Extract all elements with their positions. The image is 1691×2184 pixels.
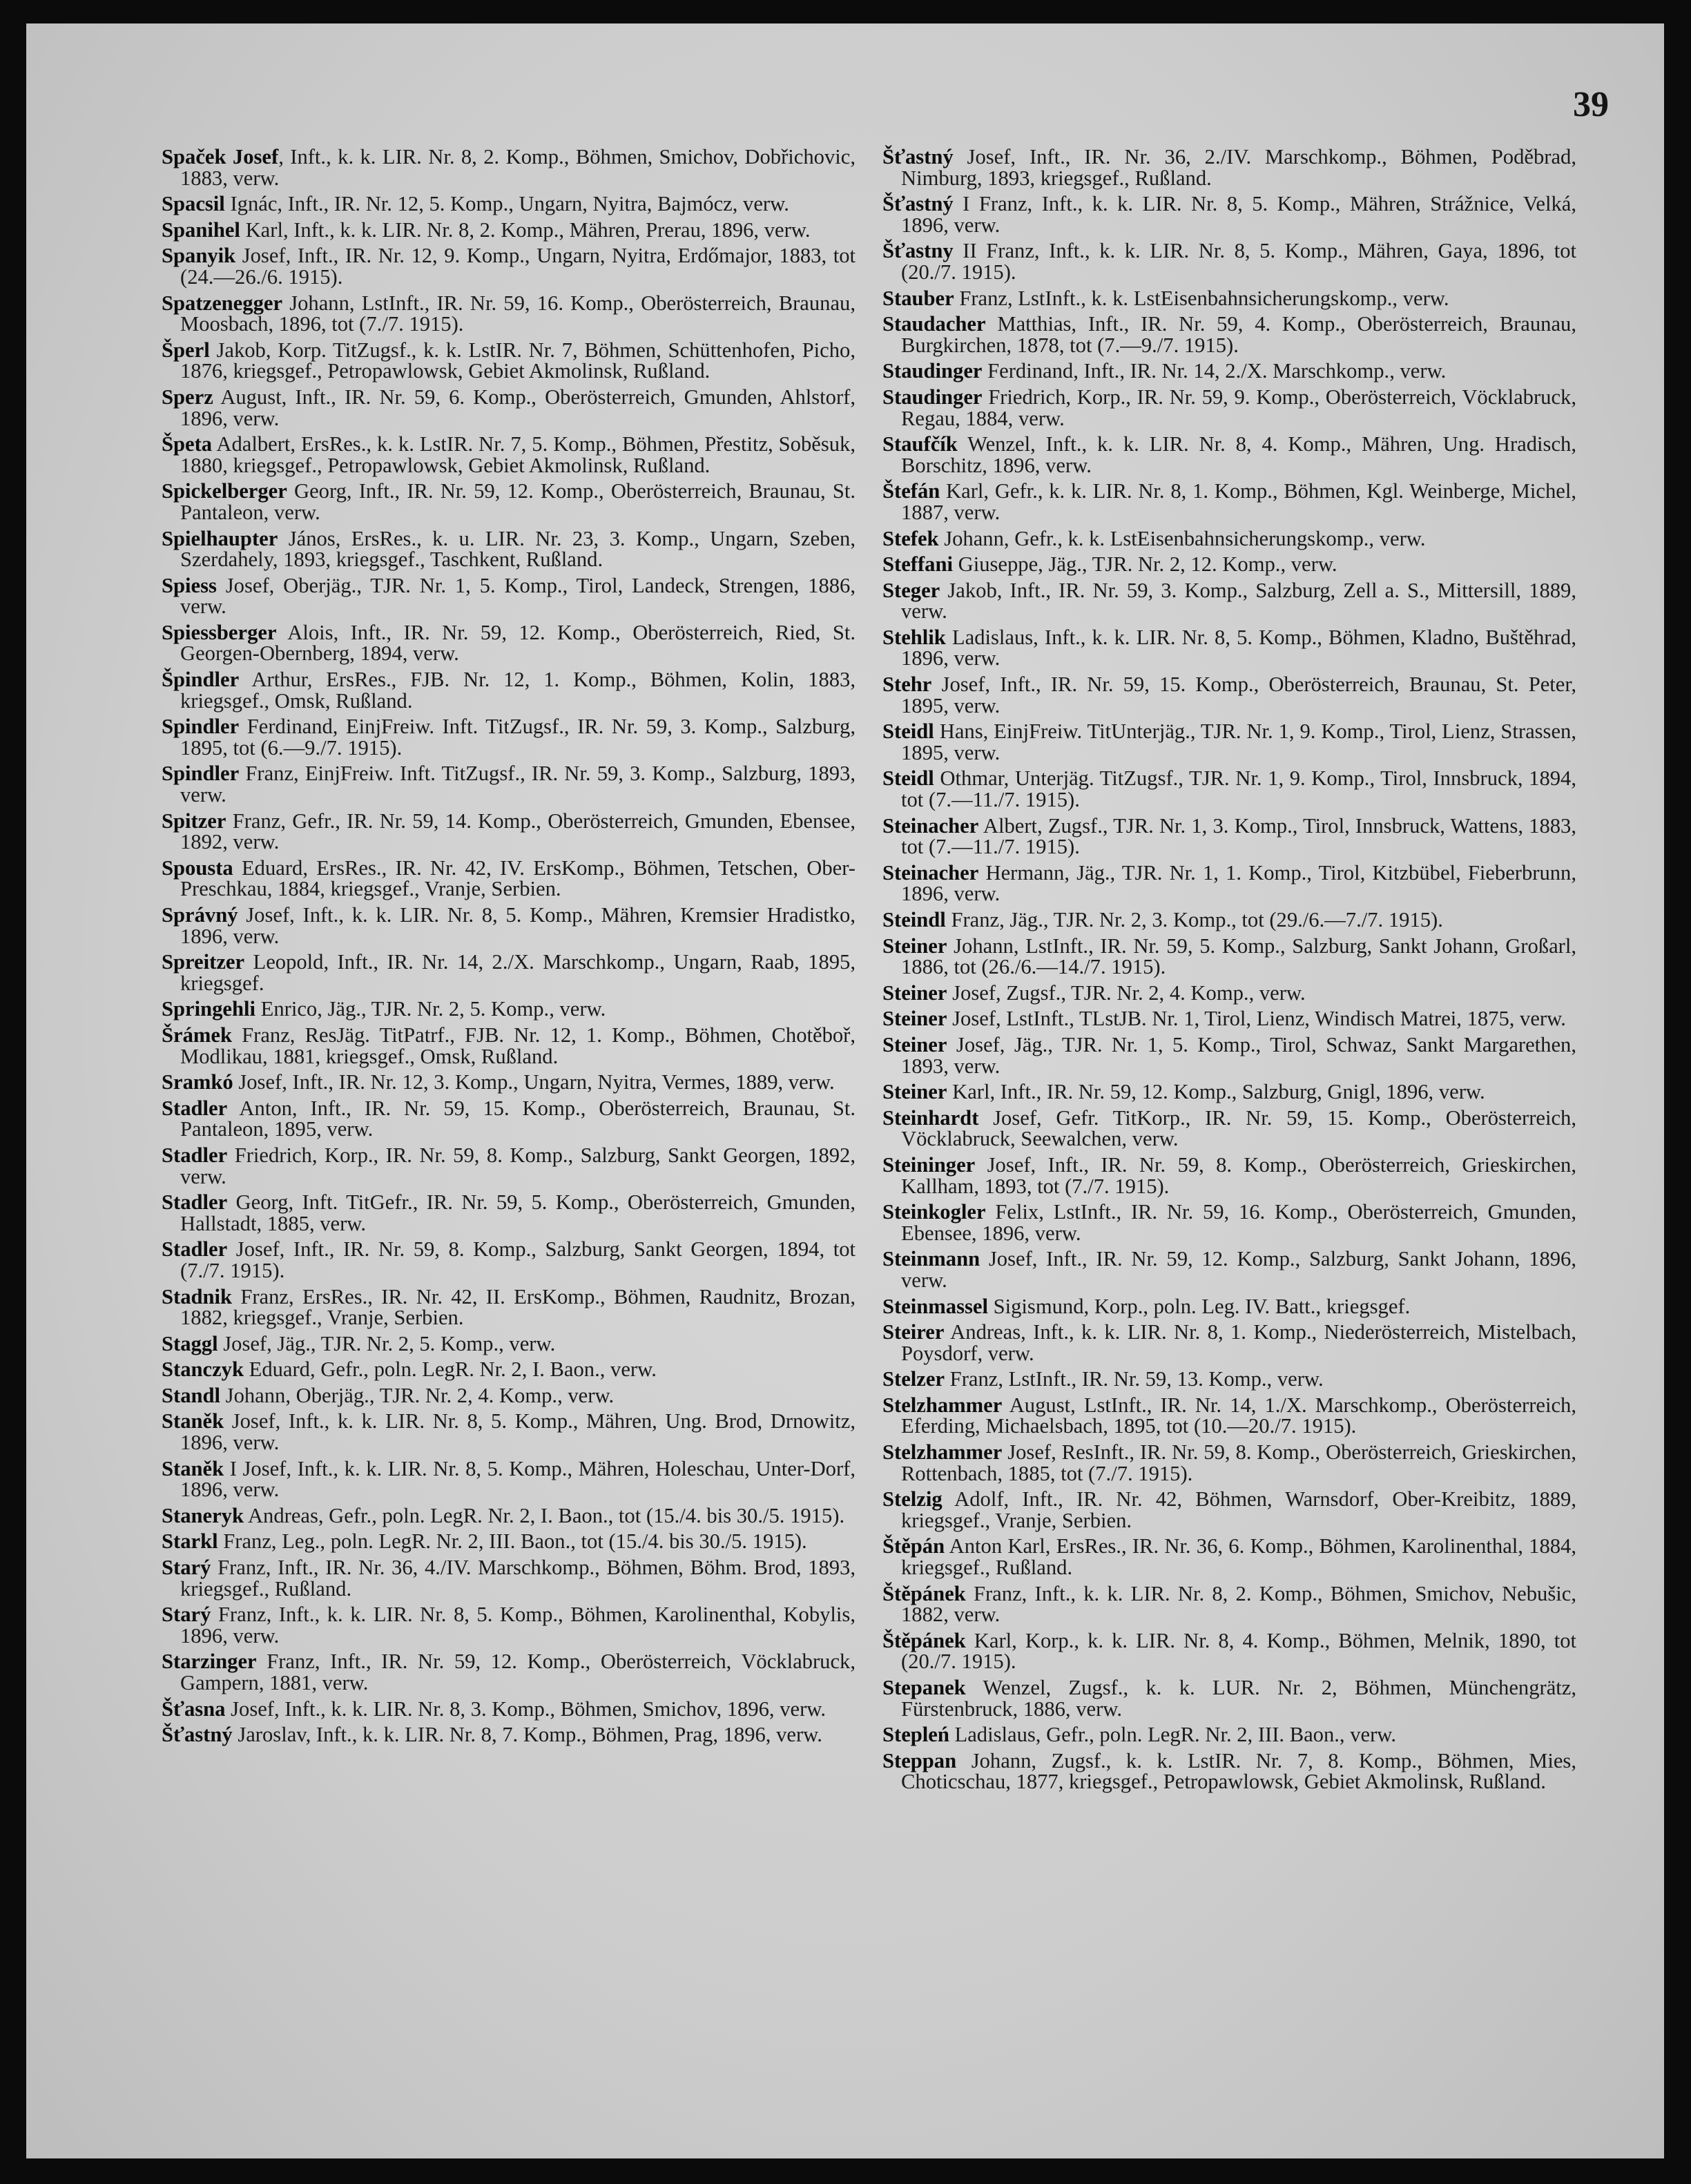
casualty-entry <box>162 1359 856 1380</box>
entry-details: Franz, LstInft., IR. Nr. 59, 13. Komp., verw. <box>945 1367 1324 1391</box>
entry-details: Wenzel, Zugsf., k. k. LUR. Nr. 2, Böhmen, Münchengrätz, Fürstenbruck, 1886, verw. <box>901 1676 1576 1721</box>
casualty-entry <box>882 1750 1576 1792</box>
casualty-entry <box>162 1098 856 1140</box>
entry-surname: Spiessberger <box>162 620 277 644</box>
entry-details: II Franz, Inft., k. k. LIR. Nr. 8, 5. Komp., Mähren, Gaya, 1896, tot (20./7. 1915). <box>901 239 1576 284</box>
casualty-entry <box>162 528 856 570</box>
entry-surname: Staudinger <box>882 359 983 383</box>
entry-details: Eduard, ErsRes., IR. Nr. 42, IV. ErsKomp., Böhmen, Tetschen, Ober-Preschkau, 1884, kriegsgef., Vranje, Serbien. <box>180 856 856 901</box>
entry-details: Josef, Oberjäg., TJR. Nr. 1, 5. Komp., Tirol, Landeck, Strengen, 1886, verw. <box>180 573 856 619</box>
entry-details: Josef, Gefr. TitKorp., IR. Nr. 59, 15. Komp., Oberösterreich, Vöcklabruck, Seewalchen, verw. <box>901 1105 1576 1151</box>
entry-details: Karl, Gefr., k. k. LIR. Nr. 8, 1. Komp., Böhmen, Kgl. Weinberge, Michel, 1887, verw. <box>901 479 1576 524</box>
entry-surname: Staneryk <box>162 1503 244 1527</box>
entry-details: Franz, Inft., k. k. LIR. Nr. 8, 2. Komp., Böhmen, Smichov, Nebušic, 1882, verw. <box>901 1581 1576 1627</box>
entry-surname: Steindl <box>882 908 946 931</box>
entry-surname: Sramkó <box>162 1070 233 1094</box>
entry-details: August, LstInft., IR. Nr. 14, 1./X. Marschkomp., Oberösterreich, Eferding, Michaelsbach, 1895, tot (10.—20./7. 1915). <box>901 1393 1576 1438</box>
entry-surname: Stehlik <box>882 625 946 649</box>
entry-details: Josef, LstInft., TLstJB. Nr. 1, Tirol, Lienz, Windisch Matrei, 1875, verw. <box>947 1007 1566 1031</box>
entry-details: Josef, Inft., IR. Nr. 59, 8. Komp., Oberösterreich, Grieskirchen, Kallham, 1893, tot (7./7. 1915). <box>901 1152 1576 1198</box>
entry-details: Ladislaus, Gefr., poln. LegR. Nr. 2, III. Baon., verw. <box>949 1723 1397 1747</box>
casualty-entry <box>162 575 856 617</box>
entry-details: Hans, EinjFreiw. TitUnterjäg., TJR. Nr. 1, 9. Komp., Tirol, Lienz, Strassen, 1895, verw. <box>901 719 1576 764</box>
entry-details: Josef, Inft., IR. Nr. 12, 3. Komp., Ungarn, Nyitra, Vermes, 1889, verw. <box>233 1070 835 1094</box>
casualty-entry <box>882 580 1576 622</box>
entry-surname: Stehr <box>882 673 932 697</box>
casualty-entry <box>882 146 1576 189</box>
casualty-entry <box>882 1369 1576 1390</box>
left-column <box>162 146 856 1750</box>
entry-details: Adolf, Inft., IR. Nr. 42, Böhmen, Warnsdorf, Ober-Kreibitz, 1889, kriegsgef., Vranje, Serbien. <box>901 1487 1576 1532</box>
entry-details: Ferdinand, Inft., IR. Nr. 14, 2./X. Marschkomp., verw. <box>982 359 1447 383</box>
entry-surname: Stepleń <box>882 1723 949 1747</box>
entry-details: Albert, Zugsf., TJR. Nr. 1, 3. Komp., Tirol, Innsbruck, Wattens, 1883, tot (7.—11./7. 1915). <box>901 813 1576 859</box>
casualty-entry <box>162 434 856 476</box>
entry-details: August, Inft., IR. Nr. 59, 6. Komp., Oberösterreich, Gmunden, Ahlstorf, 1896, verw. <box>180 385 856 430</box>
casualty-entry <box>162 905 856 947</box>
entry-details: Franz, Jäg., TJR. Nr. 2, 3. Komp., tot (29./6.—7./7. 1915). <box>945 908 1443 931</box>
entry-surname: Stanczyk <box>162 1357 244 1382</box>
entry-surname: Staněk <box>162 1409 224 1433</box>
entry-surname: Steinmann <box>882 1247 980 1271</box>
entry-details: Josef, Inft., k. k. LIR. Nr. 8, 5. Komp., Mähren, Kremsier Hradistko, 1896, verw. <box>180 903 856 948</box>
entry-details: Ignác, Inft., IR. Nr. 12, 5. Komp., Ungarn, Nyitra, Bajmócz, verw. <box>224 192 789 216</box>
casualty-entry <box>162 951 856 994</box>
casualty-entry <box>162 1192 856 1234</box>
entry-details: Franz, Inft., k. k. LIR. Nr. 8, 5. Komp., Böhmen, Karolinenthal, Kobylis, 1896, verw. <box>180 1603 856 1647</box>
casualty-entry <box>882 193 1576 235</box>
entry-surname: Starkl <box>162 1529 218 1554</box>
casualty-entry <box>162 1333 856 1355</box>
entry-surname: Steiner <box>882 980 947 1005</box>
casualty-entry <box>882 674 1576 716</box>
casualty-entry <box>882 1248 1576 1291</box>
entry-details: Eduard, Gefr., poln. LegR. Nr. 2, I. Baon., verw. <box>243 1357 657 1382</box>
entry-details: Andreas, Inft., k. k. LIR. Nr. 8, 1. Komp., Niederösterreich, Mistelbach, Poysdorf, verw. <box>901 1320 1576 1365</box>
entry-details: Friedrich, Korp., IR. Nr. 59, 9. Komp., Oberösterreich, Vöcklabruck, Regau, 1884, verw. <box>901 385 1576 430</box>
casualty-entry <box>882 1630 1576 1672</box>
entry-surname: Steinhardt <box>882 1105 979 1130</box>
entry-details: Anton, Inft., IR. Nr. 59, 15. Komp., Oberösterreich, Braunau, St. Pantaleon, 1895, verw. <box>180 1096 856 1141</box>
entry-details: Josef, Inft., k. k. LIR. Nr. 8, 5. Komp., Mähren, Ung. Brod, Drnowitz, 1896, verw. <box>180 1409 856 1455</box>
entry-surname: Steiner <box>882 1007 947 1031</box>
casualty-entry <box>162 387 856 429</box>
entry-details: Johann, Oberjäg., TJR. Nr. 2, 4. Komp., verw. <box>220 1383 615 1407</box>
entry-surname: Staufčík <box>882 432 958 456</box>
entry-details: Franz, EinjFreiw. Inft. TitZugsf., IR. Nr. 59, 3. Komp., Salzburg, 1893, verw. <box>180 762 856 807</box>
entry-surname: Spatzenegger <box>162 291 283 315</box>
casualty-entry <box>882 721 1576 763</box>
entry-surname: Stadler <box>162 1237 228 1262</box>
entry-surname: Steiner <box>882 1032 947 1056</box>
entry-surname: Steinacher <box>882 860 979 885</box>
entry-details: Josef, ResInft., IR. Nr. 59, 8. Komp., Oberösterreich, Grieskirchen, Rottenbach, 1885, tot (7./7. 1915). <box>901 1440 1576 1485</box>
entry-details: János, ErsRes., k. u. LIR. Nr. 23, 3. Komp., Ungarn, Szeben, Szerdahely, 1893, kriegsgef., Taschkent, Rußland. <box>180 526 856 572</box>
casualty-entry <box>882 980 1576 1005</box>
entry-details: Franz, ResJäg. TitPatrf., FJB. Nr. 12, 1. Komp., Böhmen, Chotěboř, Modlikau, 1881, kriegsgef., Omsk, Rußland. <box>180 1023 856 1068</box>
casualty-entry <box>882 768 1576 810</box>
entry-surname: Stadler <box>162 1190 228 1215</box>
entry-details: Andreas, Gefr., poln. LegR. Nr. 2, I. Baon., tot (15./4. bis 30./5. 1915). <box>243 1503 845 1527</box>
casualty-entry <box>162 998 856 1020</box>
entry-details: Enrico, Jäg., TJR. Nr. 2, 5. Komp., verw. <box>255 997 606 1021</box>
entry-details: Karl, Korp., k. k. LIR. Nr. 8, 4. Komp., Böhmen, Melnik, 1890, tot (20./7. 1915). <box>901 1628 1576 1674</box>
casualty-entry <box>162 1604 856 1646</box>
entry-details: Josef, Inft., IR. Nr. 36, 2./IV. Marschkomp., Böhmen, Poděbrad, Nimburg, 1893, kriegsgef., Rußland. <box>901 145 1576 190</box>
entry-details: Arthur, ErsRes., FJB. Nr. 12, 1. Komp., Böhmen, Kolin, 1883, kriegsgef., Omsk, Rußland. <box>180 668 856 713</box>
casualty-entry <box>882 387 1576 429</box>
entry-details: Giuseppe, Jäg., TJR. Nr. 2, 12. Komp., verw. <box>952 552 1337 577</box>
entry-details: I Franz, Inft., k. k. LIR. Nr. 8, 5. Komp., Mähren, Strážnice, Velká, 1896, verw. <box>901 192 1576 237</box>
entry-details: Josef, Zugsf., TJR. Nr. 2, 4. Komp., verw. <box>947 980 1306 1005</box>
entry-surname: Steininger <box>882 1152 976 1177</box>
entry-details: Felix, LstInft., IR. Nr. 59, 16. Komp., Oberösterreich, Gmunden, Ebensee, 1896, verw. <box>901 1200 1576 1245</box>
entry-surname: Spindler <box>162 762 240 786</box>
entry-surname: Starzinger <box>162 1650 257 1674</box>
entry-surname: Spickelberger <box>162 479 287 503</box>
entry-surname: Steidl <box>882 719 934 744</box>
casualty-entry <box>162 763 856 805</box>
entry-surname: Spanihel <box>162 218 240 242</box>
entry-surname: Šperl <box>162 338 210 362</box>
entry-surname: Stauber <box>882 286 954 310</box>
casualty-entry <box>162 1531 856 1552</box>
entry-details: Josef, Inft., IR. Nr. 12, 9. Komp., Ungarn, Nyitra, Erdőmajor, 1883, tot (24.—26./6. 1915). <box>180 244 856 289</box>
entry-surname: Stefek <box>882 526 939 550</box>
casualty-entry <box>882 1105 1576 1151</box>
entry-surname: Steinkogler <box>882 1200 986 1224</box>
casualty-entry <box>162 1286 856 1328</box>
casualty-entry <box>882 288 1576 309</box>
casualty-entry <box>882 1154 1576 1197</box>
casualty-entry <box>162 293 856 335</box>
casualty-entry <box>162 146 856 189</box>
casualty-entry <box>882 815 1576 858</box>
entry-surname: Spielhaupter <box>162 526 278 550</box>
entry-details: Friedrich, Korp., IR. Nr. 59, 8. Komp., Salzburg, Sankt Georgen, 1892, verw. <box>180 1143 856 1188</box>
entry-surname: Starý <box>162 1603 211 1627</box>
entry-details: Georg, Inft., IR. Nr. 59, 12. Komp., Oberösterreich, Braunau, St. Pantaleon, verw. <box>180 479 856 524</box>
entry-surname: Springehli <box>162 997 256 1021</box>
casualty-entry <box>882 528 1576 550</box>
entry-surname: Steinacher <box>882 813 979 838</box>
entry-surname: Stadler <box>162 1143 228 1167</box>
entry-details: Johann, Zugsf., k. k. LstIR. Nr. 7, 8. Komp., Böhmen, Mies, Choticschau, 1877, kriegsgef., Petropawlowsk, Gebiet Akmolinsk, Rußland. <box>901 1748 1576 1794</box>
entry-surname: Stadnik <box>162 1284 233 1308</box>
casualty-entry <box>882 1081 1576 1103</box>
entry-surname: Staudinger <box>882 385 983 409</box>
entry-surname: Steger <box>882 578 940 602</box>
casualty-entry <box>882 1442 1576 1484</box>
entry-surname: Sperz <box>162 385 213 409</box>
casualty-entry <box>882 1677 1576 1719</box>
entry-surname: Spousta <box>162 856 233 880</box>
entry-surname: Steffani <box>882 552 953 577</box>
entry-surname: Steirer <box>882 1320 945 1344</box>
entry-details: Josef, Jäg., TJR. Nr. 1, 5. Komp., Tirol, Schwaz, Sankt Margarethen, 1893, verw. <box>901 1032 1576 1078</box>
entry-details: I Josef, Inft., k. k. LIR. Nr. 8, 5. Komp., Mähren, Holeschau, Unter-Dorf, 1896, verw. <box>180 1456 856 1502</box>
casualty-entry <box>162 669 856 711</box>
casualty-entry <box>162 811 856 853</box>
casualty-entry <box>162 1699 856 1720</box>
entry-surname: Štěpánek <box>882 1628 966 1652</box>
entry-details: Franz, Leg., poln. LegR. Nr. 2, III. Baon., tot (15./4. bis 30./5. 1915). <box>218 1529 807 1554</box>
casualty-entry <box>162 1411 856 1453</box>
entry-details: Johann, Gefr., k. k. LstEisenbahnsicherungskomp., verw. <box>938 526 1426 550</box>
casualty-entry <box>882 1724 1576 1746</box>
casualty-entry <box>162 1557 856 1599</box>
casualty-entry <box>882 313 1576 356</box>
casualty-entry <box>882 1322 1576 1364</box>
entry-surname: Šťastný <box>882 192 954 216</box>
casualty-entry <box>162 1651 856 1693</box>
casualty-entry <box>882 1008 1576 1030</box>
casualty-entry <box>882 1395 1576 1437</box>
entry-details: Johann, LstInft., IR. Nr. 59, 16. Komp., Oberösterreich, Braunau, Moosbach, 1896, tot (7./7. 1915). <box>180 291 856 336</box>
entry-details: Karl, Inft., k. k. LIR. Nr. 8, 2. Komp., Mähren, Prerau, 1896, verw. <box>240 218 811 242</box>
entry-details: Georg, Inft. TitGefr., IR. Nr. 59, 5. Komp., Oberösterreich, Gmunden, Hallstadt, 1885, verw. <box>180 1190 856 1235</box>
entry-details: Josef, Inft., IR. Nr. 59, 8. Komp., Salzburg, Sankt Georgen, 1894, tot (7./7. 1915). <box>180 1237 856 1282</box>
entry-surname: Štěpánek <box>882 1581 966 1605</box>
entry-surname: Spindler <box>162 715 240 739</box>
casualty-entry <box>162 1724 856 1746</box>
entry-details: Ladislaus, Inft., k. k. LIR. Nr. 8, 5. Komp., Böhmen, Kladno, Buštěhrad, 1896, verw. <box>901 625 1576 670</box>
casualty-entry <box>162 340 856 382</box>
casualty-entry <box>882 1034 1576 1076</box>
entry-surname: Stelzhammer <box>882 1393 1003 1417</box>
casualty-entry <box>162 1385 856 1407</box>
entry-details: Josef, Inft., IR. Nr. 59, 15. Komp., Oberösterreich, Braunau, St. Peter, 1895, verw. <box>901 673 1576 717</box>
casualty-entry <box>162 1025 856 1067</box>
casualty-entry <box>882 481 1576 523</box>
entry-details: Josef, Inft., IR. Nr. 59, 12. Komp., Salzburg, Sankt Johann, 1896, verw. <box>901 1247 1576 1292</box>
casualty-entry <box>882 360 1576 382</box>
entry-surname: Spreitzer <box>162 950 245 974</box>
entry-details: Anton Karl, ErsRes., IR. Nr. 36, 6. Komp., Böhmen, Karolinenthal, 1884, kriegsgef., Rußland. <box>901 1534 1576 1580</box>
casualty-entry <box>882 1583 1576 1625</box>
entry-details: Jakob, Korp. TitZugsf., k. k. LstIR. Nr. 7, Böhmen, Schüttenhofen, Picho, 1876, kriegsgef., Petropawlowsk, Gebiet Akmolinsk, Rußland. <box>180 338 856 383</box>
entry-surname: Štěpán <box>882 1534 945 1558</box>
casualty-entry <box>882 909 1576 931</box>
entry-details: Jakob, Inft., IR. Nr. 59, 3. Komp., Salzburg, Zell a. S., Mittersill, 1889, verw. <box>901 578 1576 624</box>
entry-surname: Šťastný <box>162 1723 233 1747</box>
entry-surname: Šťasna <box>162 1697 226 1721</box>
entry-surname: Stelzhammer <box>882 1440 1003 1465</box>
casualty-entry <box>162 1239 856 1281</box>
entry-details: Adalbert, ErsRes., k. k. LstIR. Nr. 7, 5. Komp., Böhmen, Přestitz, Soběsuk, 1880, kriegsgef., Petropawlowsk, Gebiet Akmolinsk, Rußland. <box>180 432 856 477</box>
entry-details: Franz, Gefr., IR. Nr. 59, 14. Komp., Oberösterreich, Gmunden, Ebensee, 1892, verw. <box>180 809 856 854</box>
entry-surname: Štefán <box>882 479 940 503</box>
entry-surname: Staudacher <box>882 312 986 336</box>
casualty-entry <box>882 862 1576 905</box>
entry-details: Franz, LstInft., k. k. LstEisenbahnsicherungskomp., verw. <box>954 286 1449 310</box>
entry-details: Hermann, Jäg., TJR. Nr. 1, 1. Komp., Tirol, Kitzbübel, Fieberbrunn, 1896, verw. <box>901 860 1576 906</box>
entry-details: , Inft., k. k. LIR. Nr. 8, 2. Komp., Böhmen, Smichov, Dobřichovic, 1883, verw. <box>180 145 856 190</box>
entry-details: Franz, ErsRes., IR. Nr. 42, II. ErsKomp., Böhmen, Raudnitz, Brozan, 1882, kriegsgef., Vranje, Serbien. <box>180 1284 856 1330</box>
casualty-entry <box>882 1296 1576 1317</box>
casualty-entry <box>162 481 856 523</box>
entry-surname: Starý <box>162 1556 211 1580</box>
casualty-entry <box>882 627 1576 669</box>
entry-surname: Spiess <box>162 573 217 597</box>
entry-surname: Staggl <box>162 1331 218 1355</box>
entry-details: Ferdinand, EinjFreiw. Inft. TitZugsf., IR. Nr. 59, 3. Komp., Salzburg, 1895, tot (6.—9./7. 1915). <box>180 715 856 760</box>
entry-surname: Spacsil <box>162 192 225 216</box>
entry-details: Karl, Inft., IR. Nr. 59, 12. Komp., Salzburg, Gnigl, 1896, verw. <box>947 1080 1485 1104</box>
casualty-entry <box>162 220 856 241</box>
casualty-entry <box>162 245 856 287</box>
right-column <box>882 146 1576 1797</box>
entry-details: Franz, Inft., IR. Nr. 59, 12. Komp., Oberösterreich, Vöcklabruck, Gampern, 1881, verw. <box>180 1650 856 1694</box>
casualty-entry <box>162 1072 856 1093</box>
casualty-entry <box>162 1458 856 1500</box>
casualty-entry <box>162 1505 856 1527</box>
entry-surname: Spaček Josef <box>162 145 279 168</box>
entry-surname: Steiner <box>882 934 947 958</box>
entry-surname: Steinmassel <box>882 1294 988 1318</box>
entry-details: Josef, Jäg., TJR. Nr. 2, 5. Komp., verw. <box>218 1331 556 1355</box>
entry-surname: Staněk <box>162 1456 224 1480</box>
entry-details: Johann, LstInft., IR. Nr. 59, 5. Komp., Salzburg, Sankt Johann, Großarl, 1886, tot (26./6.—14./7. 1915). <box>901 934 1576 979</box>
entry-details: Alois, Inft., IR. Nr. 59, 12. Komp., Oberösterreich, Ried, St. Georgen-Obernberg, 1894, verw. <box>180 620 856 666</box>
casualty-entry <box>162 858 856 900</box>
entry-details: Franz, Inft., IR. Nr. 36, 4./IV. Marschkomp., Böhmen, Böhm. Brod, 1893, kriegsgef., Rußland. <box>180 1556 856 1601</box>
entry-details: Sigismund, Korp., poln. Leg. IV. Batt., kriegsgef. <box>987 1294 1411 1318</box>
entry-details: Josef, Inft., k. k. LIR. Nr. 8, 3. Komp., Böhmen, Smichov, 1896, verw. <box>225 1697 827 1721</box>
entry-surname: Standl <box>162 1383 221 1407</box>
entry-details: Othmar, Unterjäg. TitZugsf., TJR. Nr. 1, 9. Komp., Tirol, Innsbruck, 1894, tot (7.—11./7. 1915). <box>901 766 1576 812</box>
entry-surname: Stadler <box>162 1096 228 1120</box>
entry-surname: Spanyik <box>162 244 236 268</box>
casualty-entry <box>162 716 856 758</box>
entry-surname: Správný <box>162 903 238 927</box>
entry-surname: Stelzig <box>882 1487 943 1511</box>
entry-surname: Steiner <box>882 1080 947 1104</box>
casualty-entry <box>882 1489 1576 1531</box>
casualty-entry <box>882 1201 1576 1244</box>
casualty-entry <box>162 622 856 664</box>
casualty-entry <box>162 193 856 215</box>
entry-surname: Špindler <box>162 668 240 692</box>
entry-details: Wenzel, Inft., k. k. LIR. Nr. 8, 4. Komp., Mähren, Ung. Hradisch, Borschitz, 1896, verw. <box>901 432 1576 477</box>
casualty-entry <box>882 936 1576 978</box>
entry-surname: Steppan <box>882 1748 957 1772</box>
entry-surname: Stepanek <box>882 1676 966 1699</box>
casualty-entry <box>882 554 1576 575</box>
entry-surname: Špeta <box>162 432 213 456</box>
casualty-entry <box>882 240 1576 282</box>
entry-details: Matthias, Inft., IR. Nr. 59, 4. Komp., Oberösterreich, Braunau, Burgkirchen, 1878, tot (7.—9./7. 1915). <box>901 312 1576 357</box>
entry-details: Leopold, Inft., IR. Nr. 14, 2./X. Marschkomp., Ungarn, Raab, 1895, kriegsgef. <box>180 950 856 995</box>
page-number: 39 <box>1573 85 1609 124</box>
entry-surname: Steidl <box>882 766 934 791</box>
entry-surname: Stelzer <box>882 1367 945 1391</box>
entry-surname: Šťastný <box>882 145 954 168</box>
entry-surname: Spitzer <box>162 809 226 833</box>
entry-details: Jaroslav, Inft., k. k. LIR. Nr. 8, 7. Komp., Böhmen, Prag, 1896, verw. <box>232 1723 822 1747</box>
casualty-entry <box>162 1145 856 1187</box>
entry-surname: Šťastny <box>882 239 954 263</box>
casualty-entry <box>882 434 1576 476</box>
casualty-entry <box>882 1536 1576 1578</box>
entry-surname: Šrámek <box>162 1023 232 1047</box>
scanned-page <box>26 23 1664 2158</box>
